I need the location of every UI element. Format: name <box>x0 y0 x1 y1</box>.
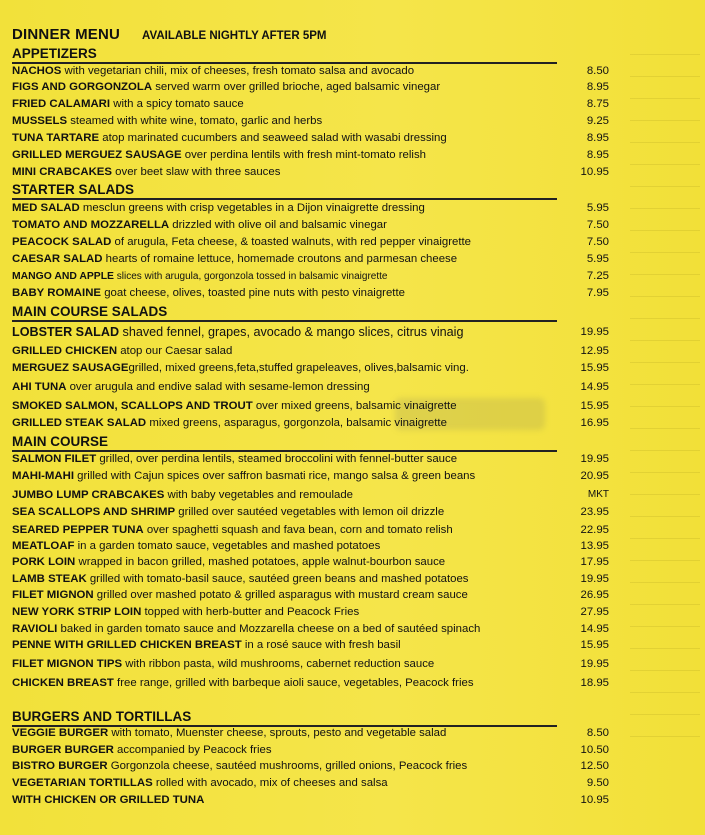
menu-title: DINNER MENU <box>12 26 121 43</box>
item-price: 22.95 <box>580 524 609 536</box>
item-desc: hearts of romaine lettuce, homemade croutons and parmesan cheese <box>102 253 458 265</box>
item-price: 19.95 <box>580 453 609 465</box>
item-name: CAESAR SALAD <box>12 253 103 265</box>
menu-item <box>12 96 609 112</box>
menu-item <box>12 164 609 180</box>
item-price: 8.95 <box>586 149 609 161</box>
item-name: VEGETARIAN TORTILLAS <box>12 777 153 789</box>
item-price: 12.95 <box>580 345 609 357</box>
item-price: 8.50 <box>586 727 609 739</box>
menu-item <box>12 637 609 653</box>
section-main-course-title: MAIN COURSE <box>12 434 557 452</box>
menu-item <box>12 285 609 301</box>
item-desc: grilled with tomato-basil sauce, sautéed green beans and mashed potatoes <box>86 573 469 585</box>
menu-item <box>12 554 609 570</box>
item-desc: over arugula and endive salad with sesame-lemon dressing <box>66 381 370 393</box>
item-name: LAMB STEAK <box>12 573 87 585</box>
item-desc: baked in garden tomato sauce and Mozzarella cheese on a bed of sautéed spinach <box>57 623 481 635</box>
item-name: SALMON FILET <box>12 453 97 465</box>
item-name: MEATLOAF <box>12 540 75 552</box>
item-name: LOBSTER SALAD <box>12 325 120 339</box>
item-desc: shaved fennel, grapes, avocado & mango slices, citrus vinaig <box>119 325 464 339</box>
item-desc: goat cheese, olives, toasted pine nuts with pesto vinaigrette <box>101 287 405 299</box>
item-desc: grilled, mixed greens,feta,stuffed grapeleaves, olives,balsamic ving. <box>128 362 469 374</box>
menu-item <box>12 360 609 376</box>
item-desc: grilled with Cajun spices over saffron basmati rice, mango salsa & green beans <box>74 470 476 482</box>
menu-item <box>12 538 609 554</box>
item-price: 18.95 <box>580 677 609 689</box>
item-desc: over perdina lentils with fresh mint-tomato relish <box>181 149 426 161</box>
item-price: 26.95 <box>580 589 609 601</box>
menu-item <box>12 621 609 637</box>
item-desc: of arugula, Feta cheese, & toasted walnuts, with red pepper vinaigrette <box>111 236 472 248</box>
item-name: GRILLED MERGUEZ SAUSAGE <box>12 149 182 161</box>
menu-item <box>12 130 609 146</box>
item-price: 8.95 <box>586 81 609 93</box>
item-name: BURGER BURGER <box>12 744 114 756</box>
item-price: 17.95 <box>580 556 609 568</box>
item-name: PEACOCK SALAD <box>12 236 112 248</box>
item-price: 7.50 <box>586 236 609 248</box>
item-name: JUMBO LUMP CRABCAKES <box>12 489 165 501</box>
menu-item <box>12 604 609 620</box>
item-name: PORK LOIN <box>12 556 76 568</box>
menu-item <box>12 758 609 774</box>
item-price: 7.50 <box>586 219 609 231</box>
item-desc: steamed with white wine, tomato, garlic and herbs <box>67 115 323 127</box>
item-name: FILET MIGNON <box>12 589 94 601</box>
item-price: 10.95 <box>580 794 609 806</box>
item-name: PENNE WITH GRILLED CHICKEN BREAST <box>12 639 242 651</box>
item-name: WITH CHICKEN OR GRILLED TUNA <box>12 794 205 806</box>
item-price: 9.50 <box>586 777 609 789</box>
item-desc: grilled over sautéed vegetables with lemon oil drizzle <box>175 506 445 518</box>
menu-item <box>12 571 609 587</box>
item-desc: with a spicy tomato sauce <box>110 98 244 110</box>
section-main-course-salads-title: MAIN COURSE SALADS <box>12 304 557 322</box>
item-price: 8.75 <box>586 98 609 110</box>
menu-item <box>12 675 609 691</box>
menu-item <box>12 792 609 808</box>
menu-subtitle: AVAILABLE NIGHTLY AFTER 5PM <box>142 30 327 42</box>
menu-item <box>12 113 609 129</box>
section-starter-salads-title: STARTER SALADS <box>12 182 557 200</box>
menu-item <box>12 379 609 395</box>
item-desc: Gorgonzola cheese, sautéed mushrooms, grilled onions, Peacock fries <box>107 760 468 772</box>
menu-item <box>12 398 609 414</box>
item-price: 27.95 <box>580 606 609 618</box>
menu-item <box>12 504 609 520</box>
item-price: 20.95 <box>580 470 609 482</box>
menu-item <box>12 415 609 431</box>
item-price: 5.95 <box>586 253 609 265</box>
menu-item <box>12 343 609 359</box>
item-desc: over mixed greens, balsamic vinaigrette <box>252 400 457 412</box>
item-name: SEA SCALLOPS AND SHRIMP <box>12 506 176 518</box>
item-name: GRILLED CHICKEN <box>12 345 118 357</box>
item-desc: topped with herb-butter and Peacock Fries <box>141 606 360 618</box>
item-name: GRILLED STEAK SALAD <box>12 417 147 429</box>
menu-item <box>12 79 609 95</box>
menu-item <box>12 251 609 267</box>
item-name: MUSSELS <box>12 115 68 127</box>
item-price: 5.95 <box>586 202 609 214</box>
menu-item <box>12 217 609 233</box>
item-desc: atop our Caesar salad <box>117 345 233 357</box>
item-name: FRIED CALAMARI <box>12 98 111 110</box>
item-name: MAHI-MAHI <box>12 470 75 482</box>
menu-header <box>12 26 327 43</box>
menu-item <box>12 200 609 216</box>
section-appetizers-title: APPETIZERS <box>12 46 557 64</box>
item-desc: drizzled with olive oil and balsamic vinegar <box>169 219 387 231</box>
item-desc: mixed greens, asparagus, gorgonzola, balsamic vinaigrette <box>146 417 447 429</box>
menu-item <box>12 324 609 340</box>
item-name: SMOKED SALMON, SCALLOPS AND TROUT <box>12 400 253 412</box>
item-name: NACHOS <box>12 65 62 77</box>
item-desc: free range, grilled with barbeque aioli sauce, vegetables, Peacock fries <box>113 677 474 689</box>
item-desc: with vegetarian chili, mix of cheeses, fresh tomato salsa and avocado <box>61 65 415 77</box>
item-desc: wrapped in bacon grilled, mashed potatoes, apple walnut-bourbon sauce <box>75 556 446 568</box>
menu-item <box>12 522 609 538</box>
item-price: 10.50 <box>580 744 609 756</box>
item-price: 16.95 <box>580 417 609 429</box>
item-desc: over beet slaw with three sauces <box>112 166 281 178</box>
item-name: MINI CRABCAKES <box>12 166 112 178</box>
item-price: 12.50 <box>580 760 609 772</box>
menu-item <box>12 656 609 672</box>
item-name: TUNA TARTARE <box>12 132 100 144</box>
item-price: 7.25 <box>586 270 609 282</box>
item-name: BABY ROMAINE <box>12 287 102 299</box>
item-desc: with ribbon pasta, wild mushrooms, cabernet reduction sauce <box>122 658 435 670</box>
item-name: MANGO AND APPLE <box>12 271 114 282</box>
item-desc: with tomato, Muenster cheese, sprouts, pesto and vegetable salad <box>108 727 447 739</box>
item-name: MED SALAD <box>12 202 80 214</box>
menu-item <box>12 451 609 467</box>
item-price: 15.95 <box>580 400 609 412</box>
item-price: MKT <box>587 489 609 500</box>
item-desc: rolled with avocado, mix of cheeses and salsa <box>152 777 388 789</box>
menu-item <box>12 147 609 163</box>
item-price: 15.95 <box>580 639 609 651</box>
menu-item <box>12 63 609 79</box>
item-desc: mesclun greens with crisp vegetables in a Dijon vinaigrette dressing <box>79 202 425 214</box>
item-price: 15.95 <box>580 362 609 374</box>
item-name: FIGS AND GORGONZOLA <box>12 81 153 93</box>
item-desc: accompanied by Peacock fries <box>113 744 272 756</box>
item-name: MERGUEZ SAUSAGE <box>12 362 129 374</box>
item-price: 7.95 <box>586 287 609 299</box>
item-name: RAVIOLI <box>12 623 58 635</box>
item-name: VEGGIE BURGER <box>12 727 109 739</box>
item-price: 9.25 <box>586 115 609 127</box>
menu-item <box>12 487 609 503</box>
item-price: 8.50 <box>586 65 609 77</box>
item-price: 19.95 <box>580 573 609 585</box>
item-name: NEW YORK STRIP LOIN <box>12 606 142 618</box>
item-name: FILET MIGNON TIPS <box>12 658 123 670</box>
item-desc: in a rosé sauce with fresh basil <box>241 639 401 651</box>
item-price: 10.95 <box>580 166 609 178</box>
item-price: 23.95 <box>580 506 609 518</box>
item-name: AHI TUNA <box>12 381 67 393</box>
menu-item <box>12 234 609 250</box>
menu-item <box>12 587 609 603</box>
menu-item <box>12 742 609 758</box>
menu-item <box>12 268 609 284</box>
item-price: 19.95 <box>580 326 609 338</box>
item-desc: with baby vegetables and remoulade <box>164 489 354 501</box>
item-desc: in a garden tomato sauce, vegetables and mashed potatoes <box>74 540 381 552</box>
item-name: CHICKEN BREAST <box>12 677 114 689</box>
item-price: 19.95 <box>580 658 609 670</box>
item-name: TOMATO AND MOZZARELLA <box>12 219 170 231</box>
bleed-through-text <box>630 40 700 740</box>
item-desc: grilled, over perdina lentils, steamed broccolini with fennel-butter sauce <box>96 453 458 465</box>
menu-item <box>12 468 609 484</box>
section-burgers-title: BURGERS AND TORTILLAS <box>12 709 557 727</box>
item-price: 8.95 <box>586 132 609 144</box>
item-price: 13.95 <box>580 540 609 552</box>
item-name: BISTRO BURGER <box>12 760 108 772</box>
menu-item <box>12 775 609 791</box>
item-desc: slices with arugula, gorgonzola tossed in balsamic vinaigrette <box>113 271 388 282</box>
item-price: 14.95 <box>580 381 609 393</box>
item-desc: grilled over mashed potato & grilled asparagus with mustard cream sauce <box>93 589 468 601</box>
item-desc: over spaghetti squash and fava bean, corn and tomato relish <box>143 524 453 536</box>
item-name: SEARED PEPPER TUNA <box>12 524 144 536</box>
item-desc: served warm over grilled brioche, aged balsamic vinegar <box>152 81 441 93</box>
item-price: 14.95 <box>580 623 609 635</box>
menu-item <box>12 725 609 741</box>
item-desc: atop marinated cucumbers and seaweed salad with wasabi dressing <box>99 132 447 144</box>
